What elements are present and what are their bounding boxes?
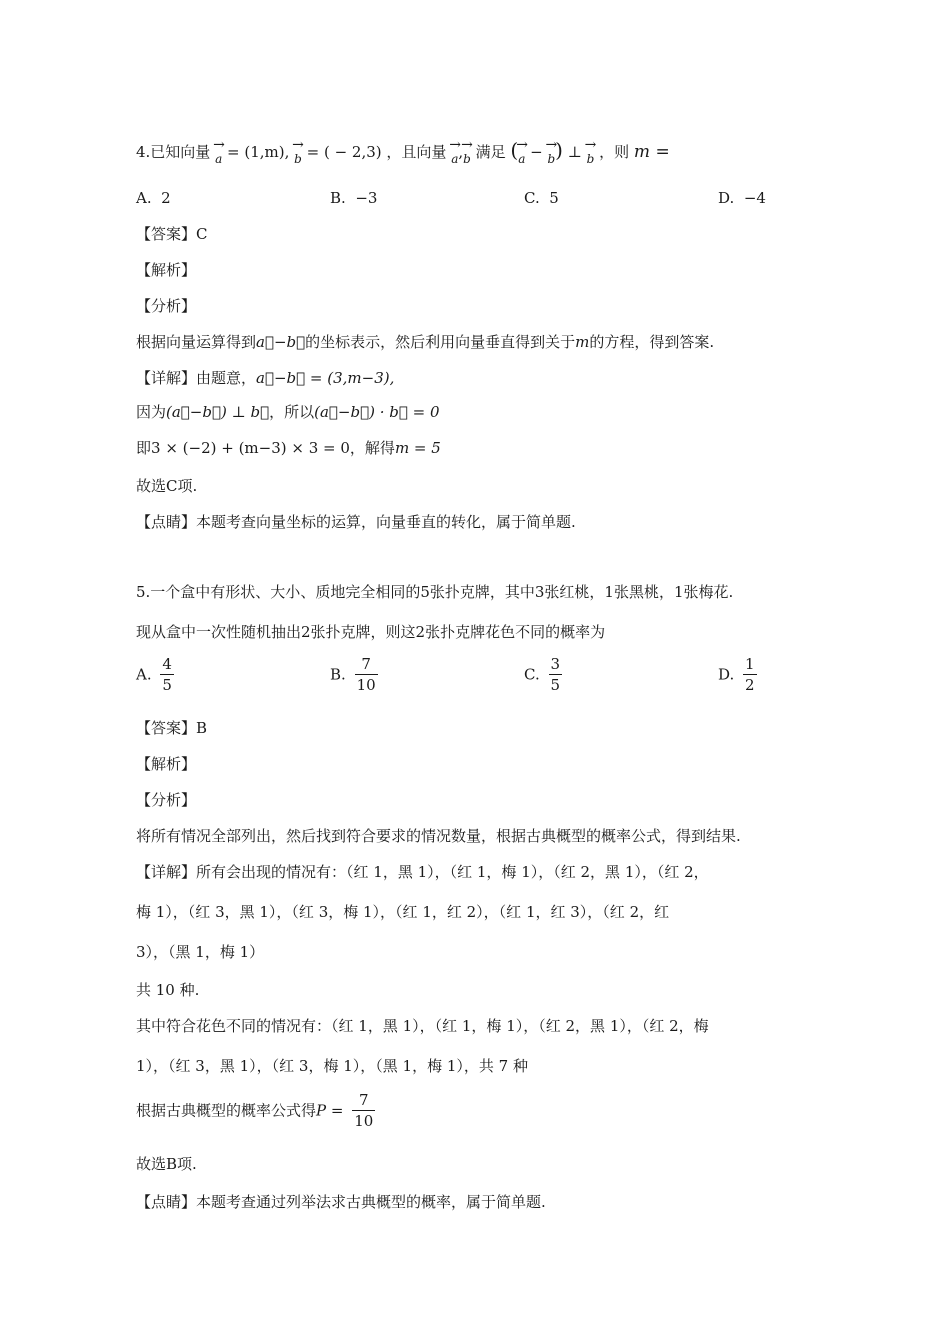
- q4-fenxi-text: 根据向量运算得到a⃗−b⃗的坐标表示，然后利用向量垂直得到关于m的方程，得到答案.: [136, 333, 715, 351]
- q5-option-a: A. $\frac{4}{5}$: [136, 655, 172, 694]
- q4-fenxi-heading: 【分析】: [136, 297, 197, 315]
- q5-fenxi-heading: 【分析】: [136, 791, 197, 809]
- q4-option-a: A. 2: [136, 189, 171, 207]
- q4-vector-a: → a: [213, 137, 225, 166]
- q4-stem-end: ，则: [599, 143, 630, 161]
- q4-option-c: C. 5: [524, 189, 559, 207]
- q4-stem-satisfy: 满足: [475, 143, 506, 161]
- q5-stem-line-2: 现从盒中一次性随机抽出2张扑克牌，则这2张扑克牌花色不同的概率为: [136, 623, 606, 641]
- q5-detail-line-1: 【详解】所有会出现的情况有：（红 1，黑 1），（红 1，梅 1），（红 2，黑 1），（红 2，: [136, 863, 709, 881]
- q4-stem: 4.已知向量 → a = (1,m), → b = ( − 2,3) ，且向量 → a, → b 满足 ( → a − → b) ⊥ → b ，则 m =: [136, 140, 670, 163]
- q4-stem-mid: ，且向量: [386, 143, 447, 161]
- q5-diff-line-1: 其中符合花色不同的情况有：（红 1，黑 1），（红 1，梅 1），（红 2，黑 1），（红 2，梅: [136, 1017, 709, 1035]
- q4-conclusion: 故选C项.: [136, 477, 198, 495]
- q4-detail-3: 即3 × (−2) + (m−3) × 3 = 0，解得m = 5: [136, 439, 441, 457]
- q5-dianjing: 【点睛】本题考查通过列举法求古典概型的概率，属于简单题.: [136, 1193, 546, 1211]
- q4-fenxi-vector: a⃗−b⃗: [256, 333, 306, 351]
- q4-answer: 【答案】C: [136, 225, 208, 243]
- q4-a-definition: = (1,m),: [227, 143, 290, 161]
- q4-option-d: D. −4: [718, 189, 766, 207]
- q4-detail-2: 因为(a⃗−b⃗) ⊥ b⃗，所以(a⃗−b⃗) · b⃗ = 0: [136, 403, 440, 421]
- q5-detail-line-3: 3），（黑 1，梅 1）: [136, 943, 265, 961]
- q5-formula-p: P =: [316, 1101, 344, 1120]
- q5-formula: 根据古典概型的概率公式得P = $\frac{7}{10}$: [136, 1091, 374, 1130]
- q5-diff-line-2: 1），（红 3，黑 1），（红 3，梅 1），（黑 1，梅 1），共 7 种: [136, 1057, 528, 1075]
- q4-option-b: B. −3: [330, 189, 378, 207]
- q4-perp-symbol: ⊥: [567, 143, 582, 161]
- q4-dianjing: 【点睛】本题考查向量坐标的运算，向量垂直的转化，属于简单题.: [136, 513, 576, 531]
- q5-jiexi-heading: 【解析】: [136, 755, 197, 773]
- q5-option-b: B. $\frac{7}{10}$: [330, 655, 376, 694]
- q5-detail-line-2: 梅 1），（红 3，黑 1），（红 3，梅 1），（红 1，红 2），（红 1，红 3），（红 2，红: [136, 903, 670, 921]
- q4-m-equals: m =: [633, 142, 670, 162]
- q4-detail-1: 【详解】由题意，a⃗−b⃗ = (3,m−3),: [136, 369, 395, 387]
- q4-stem-prefix: 4.已知向量: [136, 143, 211, 161]
- q5-stem-line-1: 5.一个盒中有形状、大小、质地完全相同的5张扑克牌，其中3张红桃，1张黑桃，1张梅花.: [136, 583, 734, 601]
- q5-answer: 【答案】B: [136, 719, 208, 737]
- q4-jiexi-heading: 【解析】: [136, 261, 197, 279]
- q5-fenxi-text: 将所有情况全部列出，然后找到符合要求的情况数量，根据古典概型的概率公式，得到结果.: [136, 827, 741, 845]
- q4-vector-a-2: → a: [449, 137, 461, 166]
- q4-detail-label: 【详解】: [136, 369, 197, 387]
- q5-total: 共 10 种.: [136, 981, 200, 999]
- q5-conclusion: 故选B项.: [136, 1155, 197, 1173]
- q4-b-definition: = ( − 2,3): [306, 143, 382, 161]
- q4-vector-b: → b: [292, 137, 304, 166]
- q5-option-d: D. $\frac{1}{2}$: [718, 655, 755, 694]
- q5-option-c: C. $\frac{3}{5}$: [524, 655, 561, 694]
- q4-vector-b-2: → b: [461, 137, 473, 166]
